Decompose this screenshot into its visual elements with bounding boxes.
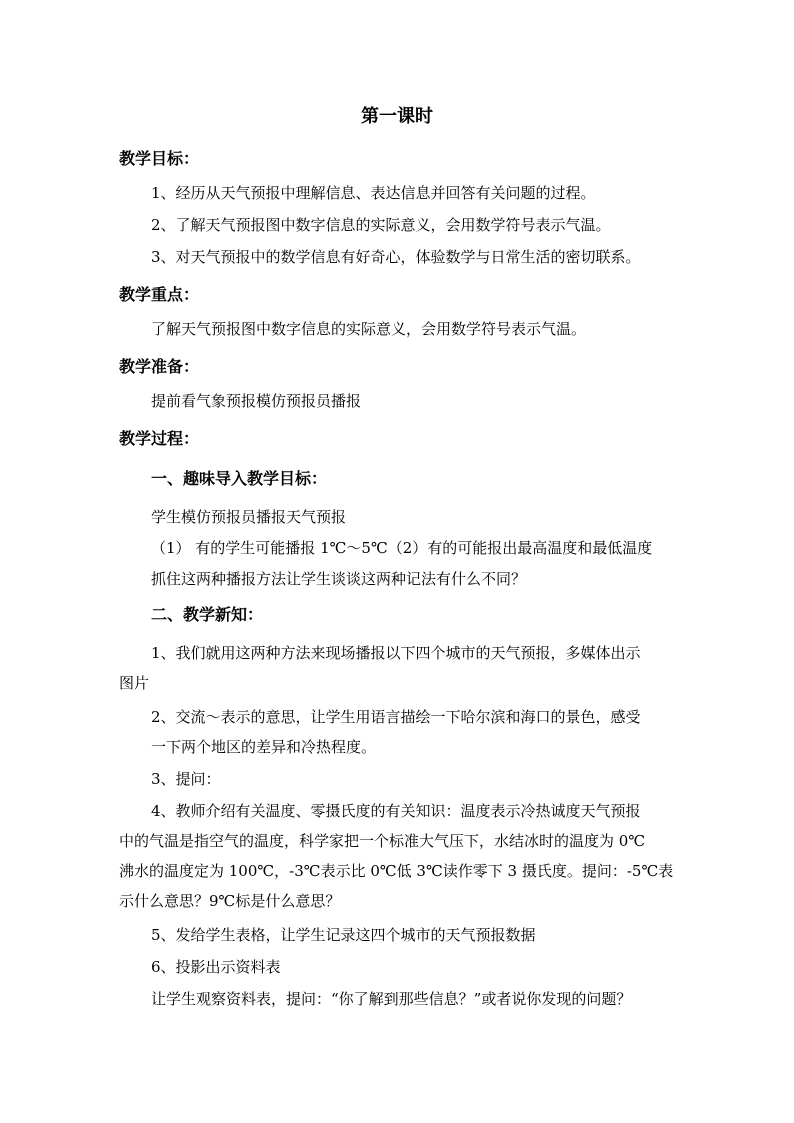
heading-teaching-goals: 教学目标： xyxy=(119,149,200,168)
goal-item-1: 1、经历从天气预报中理解信息、表达信息并回答有关问题的过程。 xyxy=(151,184,596,202)
heading-key-points: 教学重点： xyxy=(119,285,200,304)
heading-process: 教学过程： xyxy=(119,429,200,448)
paragraph-line: 学生模仿预报员播报天气预报 xyxy=(151,508,347,526)
paragraph-line: 4、教师介绍有关温度、零摄氏度的有关知识：温度表示冷热诚度天气预报 xyxy=(151,802,641,820)
section-1-heading: 一、趣味导入教学目标： xyxy=(151,469,328,488)
paragraph-line: 图片 xyxy=(119,674,150,692)
paragraph-line: 5、发给学生表格，让学生记录这四个城市的天气预报数据 xyxy=(151,926,536,944)
section-2-heading: 二、教学新知： xyxy=(151,605,264,624)
goal-item-3: 3、对天气预报中的数学信息有好奇心，体验数学与日常生活的密切联系。 xyxy=(151,248,641,266)
paragraph-line: 中的气温是指空气的温度，科学家把一个标准大气压下，水结冰时的温度为 0℃ xyxy=(119,832,646,850)
paragraph-line: 3、提问： xyxy=(151,770,221,788)
heading-preparation: 教学准备： xyxy=(119,357,200,376)
paragraph-line: 抓住这两种播报方法让学生谈谈这两种记法有什么不同？ xyxy=(151,570,527,588)
paragraph-line: 示什么意思？9℃标是什么意思？ xyxy=(119,892,341,910)
paragraph-line: 1、我们就用这两种方法来现场播报以下四个城市的天气预报，多媒体出示 xyxy=(151,644,641,662)
paragraph-line: 一下两个地区的差异和冷热程度。 xyxy=(151,738,377,756)
paragraph-line: （1） 有的学生可能播报 1℃～5℃（2）有的可能报出最高温度和最低温度 xyxy=(151,539,653,557)
page-title: 第一课时 xyxy=(361,106,433,127)
paragraph-line: 6、投影出示资料表 xyxy=(151,958,281,976)
paragraph-line: 2、交流～表示的意思，让学生用语言描绘一下哈尔滨和海口的景色，感受 xyxy=(151,708,641,726)
preparation-text: 提前看气象预报模仿预报员播报 xyxy=(151,392,362,410)
goal-item-2: 2、了解天气预报图中数字信息的实际意义，会用数学符号表示气温。 xyxy=(151,216,611,234)
key-point-text: 了解天气预报图中数字信息的实际意义，会用数学符号表示气温。 xyxy=(151,320,587,338)
paragraph-line: 沸水的温度定为 100℃，-3℃表示比 0℃低 3℃读作零下 3 摄氏度。提问：-5℃表 xyxy=(119,862,674,880)
paragraph-line: 让学生观察资料表，提问：“你了解到那些信息？”或者说你发现的问题？ xyxy=(151,990,632,1008)
